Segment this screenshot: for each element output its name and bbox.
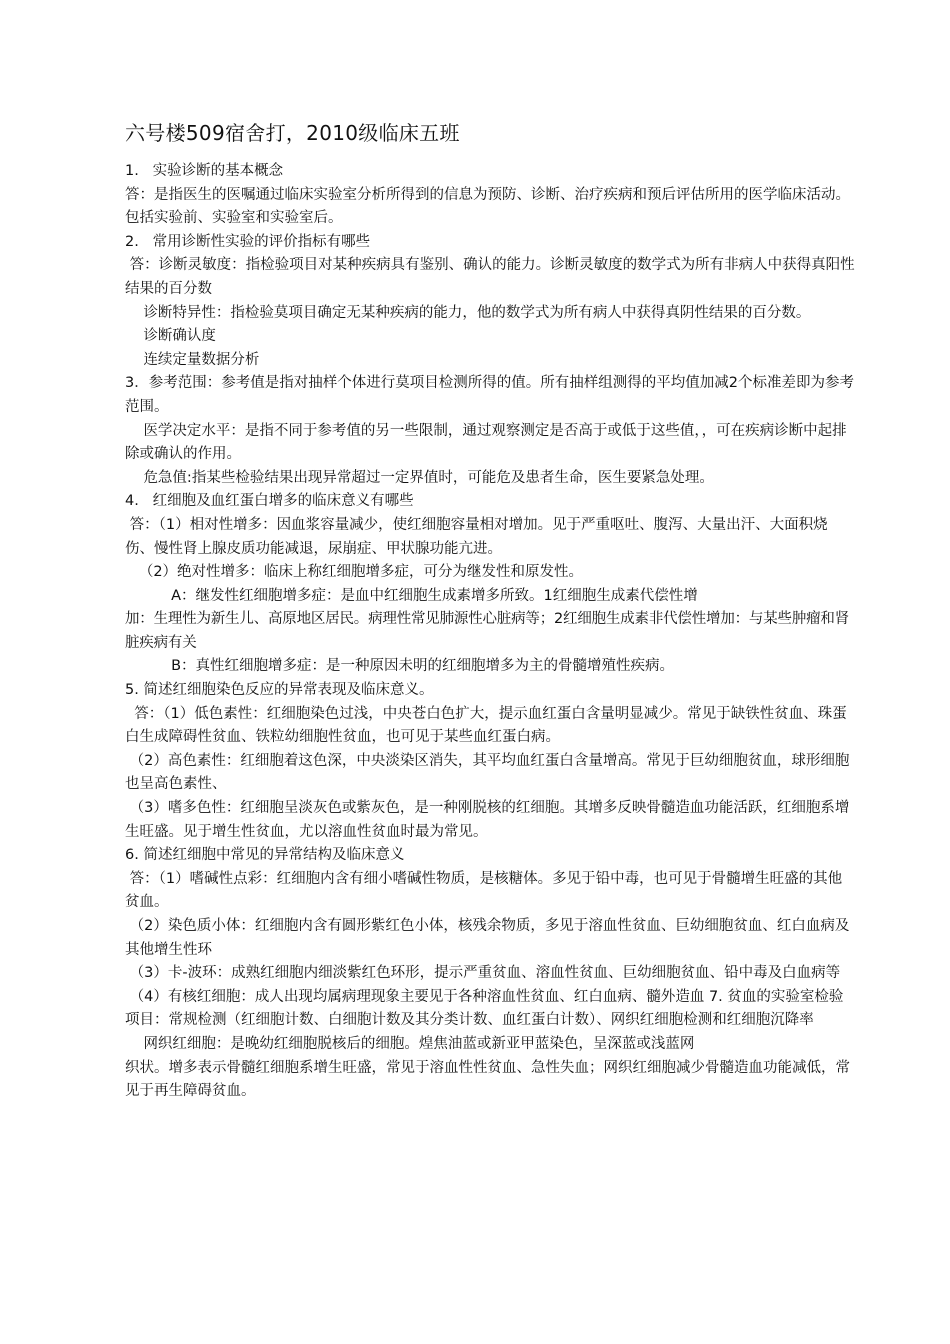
q4-secondary-cont: 加：生理性为新生儿、高原地区居民。病理性常见肺源性心脏病等；2红细胞生成素非代偿性增加：与某些肿瘤和肾脏疾病有关 xyxy=(125,611,850,651)
q6-nucleated-rbc: （4）有核红细胞：成人出现均属病理现象主要见于各种溶血性贫血、红白血病、髓外造血 7. 贫血的实验室检验项目：常规检测（红细胞计数、白细胞计数及其分类计数、血红蛋白计数）、网织红细胞检测和红细胞沉降率 xyxy=(125,988,844,1029)
q6-basophilic-stippling: 答：（1）嗜碱性点彩：红细胞内含有细小嗜碱性物质，是核糖体。多见于铅中毒，也可见于骨髓增生旺盛的其他贫血。 xyxy=(125,870,843,911)
q5-hypochromic: 答：（1）低色素性：红细胞染色过浅，中央苍白色扩大，提示血红蛋白含量明显减少。常见于缺铁性贫血、珠蛋白生成障碍性贫血、铁粒幼细胞性贫血，也可见于某些血红蛋白病。 xyxy=(125,705,847,746)
q6-heading: 6. 简述红细胞中常见的异常结构及临床意义 xyxy=(125,847,405,864)
reticulocyte-cont: 织状。增多表示骨髓红细胞系增生旺盛，常见于溶血性性贫血、急性失血；网织红细胞减少骨髓造血功能减低，常见于再生障碍贫血。 xyxy=(125,1059,850,1100)
q5-polychromatic: （3）嗜多色性：红细胞呈淡灰色或紫灰色，是一种刚脱核的红细胞。其增多反映骨髓造血功能活跃，红细胞系增生旺盛。见于增生性贫血，尤以溶血性贫血时最为常见。 xyxy=(125,800,850,840)
q4-absolute-increase: （2）绝对性增多：临床上称红细胞增多症，可分为继发性和原发性。 xyxy=(125,564,584,581)
document-title: 六号楼509宿舍打，2010级临床五班 xyxy=(125,121,460,145)
q2-heading: 2. 常用诊断性实验的评价指标有哪些 xyxy=(125,233,371,250)
q2-confirmation: 诊断确认度 xyxy=(125,328,216,345)
q2-sensitivity: 答：诊断灵敏度：指检验项目对某种疾病具有鉴别、确认的能力。诊断灵敏度的数学式为所有非病人中获得真阳性结果的百分数 xyxy=(125,257,855,297)
q2-continuous-analysis: 连续定量数据分析 xyxy=(125,351,260,368)
q2-specificity: 诊断特异性：指检验莫项目确定无某种疾病的能力，他的数学式为所有病人中获得真阴性结果的百分数。 xyxy=(125,304,811,321)
q6-cabot-ring: （3）卡-波环：成熟红细胞内细淡紫红色环形，提示严重贫血、溶血性贫血、巨幼细胞贫血、铅中毒及白血病等 xyxy=(125,965,841,982)
q3-decision-level: 医学决定水平：是指不同于参考值的另一些限制，通过观察测定是否高于或低于这些值，，可在疾病诊断中起排除或确认的作用。 xyxy=(125,422,847,463)
q1-heading: 1. 实验诊断的基本概念 xyxy=(125,163,284,179)
q5-heading: 5. 简述红细胞染色反应的异常表现及临床意义。 xyxy=(125,682,434,699)
q4-relative-increase: 答：（1）相对性增多：因血浆容量减少，使红细胞容量相对增加。见于严重呕吐、腹泻、大量出汗、大面积烧伤、慢性肾上腺皮质功能减退，尿崩症、甲状腺功能亢进。 xyxy=(125,516,828,557)
q6-howell-jolly: （2）染色质小体：红细胞内含有圆形紫红色小体，核残余物质，多见于溶血性贫血、巨幼细胞贫血、红白血病及其他增生性环 xyxy=(125,918,850,958)
q3-critical-value: 危急值:指某些检验结果出现异常超过一定界值时，可能危及患者生命，医生要紧急处理。 xyxy=(125,469,714,486)
q1-answer: 答：是指医生的医嘱通过临床实验室分析所得到的信息为预防、诊断、治疗疾病和预后评估所用的医学临床活动。包括实验前、实验室和实验室后。 xyxy=(125,186,850,227)
q3-reference-range: 3．参考范围：参考值是指对抽样个体进行莫项目检测所得的值。所有抽样组测得的平均值加减2个标准差即为参考范围。 xyxy=(125,375,854,415)
q4-polycythemia-vera: B：真性红细胞增多症：是一种原因未明的红细胞增多为主的骨髓增殖性疾病。 xyxy=(125,658,675,675)
reticulocyte-line: 网织红细胞：是晚幼红细胞脱核后的细胞。煌焦油蓝或新亚甲蓝染色，呈深蓝或浅蓝网 xyxy=(125,1035,695,1052)
q4-secondary: A：继发性红细胞增多症：是血中红细胞生成素增多所致。1红细胞生成素代偿性增 xyxy=(125,587,698,604)
document-page xyxy=(125,118,855,1104)
q5-hyperchromic: （2）高色素性：红细胞着这色深，中央淡染区消失，其平均血红蛋白含量增高。常见于巨幼细胞贫血，球形细胞也呈高色素性、 xyxy=(125,752,850,793)
q4-heading: 4. 红细胞及血红蛋白增多的临床意义有哪些 xyxy=(125,493,414,510)
